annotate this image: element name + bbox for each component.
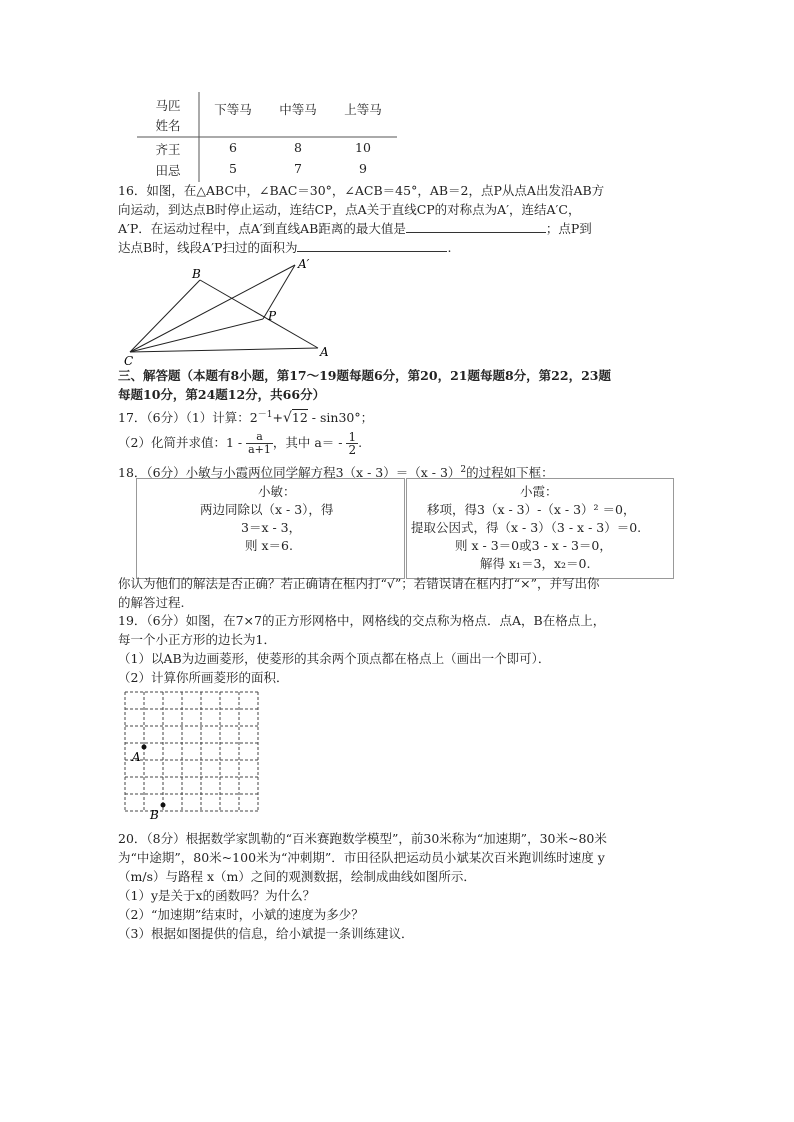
label-B: B xyxy=(192,267,201,281)
label-C: C xyxy=(124,354,134,368)
answer-blank-1[interactable] xyxy=(406,232,546,233)
table-cell: 9 xyxy=(359,161,367,176)
q19-line4: （2）计算你所画菱形的面积． xyxy=(118,670,289,685)
table-header-high: 上等马 xyxy=(344,102,382,117)
q16-line4 xyxy=(118,239,451,257)
q20-line3: （m/s）与路程 x（m）之间的观测数据，绘制成曲线如图所示． xyxy=(118,869,476,884)
xiaomin-title: 小敏： xyxy=(258,484,296,499)
segment-CP xyxy=(130,319,263,352)
table-cell: 10 xyxy=(355,140,371,155)
xiaoxia-step: 则 x - 3＝0或3 - x - 3＝0， xyxy=(455,538,612,553)
q16-line3-text: A′P．在运动过程中，点A′到直线AB距离的最大值是 xyxy=(118,221,406,236)
label-P: P xyxy=(268,309,277,323)
answer-blank-2[interactable] xyxy=(297,251,447,252)
label-A: A xyxy=(320,345,329,359)
q16-line1: 16．如图，在△ABC中，∠BAC＝30°，∠ACB＝45°，AB＝2，点P从点A出发沿AB方 xyxy=(118,183,605,198)
table-row-name: 齐王 xyxy=(155,142,181,157)
q20-line4: （1）y是关于x的函数吗？为什么？ xyxy=(118,888,316,903)
q18-after1: 你认为他们的解法是否正确？若正确请在框内打“√”；若错误请在框内打“×”，并写出你 xyxy=(118,576,600,591)
sqrt-sign: √ xyxy=(282,410,292,427)
q19-line2: 每一个小正方形的边长为1． xyxy=(118,632,276,647)
point-A xyxy=(142,745,147,750)
table-header-mid: 中等马 xyxy=(279,102,317,117)
table-cell: 6 xyxy=(229,140,237,155)
q18-text-tail: 的过程如下框： xyxy=(466,465,554,481)
segment-BA xyxy=(200,280,318,348)
q20-line1: 20．（8分）根据数学家凯勒的“百米赛跑数学模型”，前30米称为“加速期”，30米~80米 xyxy=(118,831,607,846)
q17-line2 xyxy=(118,428,362,458)
table-header-horse-name: 马匹 姓名 xyxy=(155,98,181,133)
xiaomin-step: 3＝x - 3， xyxy=(241,520,302,535)
label-B: B xyxy=(150,808,159,822)
q19-line3: （1）以AB为边画菱形，使菱形的其余两个顶点都在格点上（画出一个即可）． xyxy=(118,651,551,666)
q17-exponent: －1 xyxy=(257,410,273,420)
q16-line3-tail: ；点P到 xyxy=(545,221,592,236)
xiaoxia-title: 小霞： xyxy=(520,484,558,499)
q17-simplify-text: （2）化简并求值：1 - xyxy=(118,435,247,450)
section-3-heading-line2: 每题10分，第24题12分，共66分） xyxy=(118,387,326,402)
q17-compute-text: 17．（6分）（1）计算：2 xyxy=(118,410,258,426)
segment-CA xyxy=(130,348,318,352)
point-B xyxy=(161,803,166,808)
q16-line4-text: 达点B时，线段A′P扫过的面积为 xyxy=(118,240,298,255)
fraction-one-half xyxy=(346,431,358,456)
q17-period: . xyxy=(358,435,363,450)
xiaoxia-step: 提取公因式，得（x - 3）（3 - x - 3）＝0. xyxy=(411,520,642,535)
fraction-a-over-a1 xyxy=(246,431,273,456)
xiaoxia-step: 解得 x₁＝3，x₂＝0. xyxy=(480,556,591,571)
table-cell: 7 xyxy=(294,161,302,176)
grid-7x7[interactable] xyxy=(120,688,270,824)
q19-line1: 19．（6分）如图，在7×7的正方形网格中，网格线的交点称为格点．点A，B在格点上， xyxy=(118,613,606,628)
q17-sin-term: - sin30°； xyxy=(307,410,374,426)
table-cell: 5 xyxy=(229,161,237,176)
label-Aprime: A′ xyxy=(298,258,310,271)
q18-exponent: 2 xyxy=(460,465,467,475)
xiaoxia-step: 移项，得3（x - 3）-（x - 3）² ＝0， xyxy=(427,502,636,517)
fraction-numerator: 1 xyxy=(348,430,357,444)
label-A: A xyxy=(132,750,141,764)
q17-plus: + xyxy=(272,410,283,426)
fraction-denominator: 2 xyxy=(348,443,357,457)
q20-line2: 为“中途期”，80米~100米为“冲刺期”．市田径队把运动员小斌某次百米跑训练时速度 y xyxy=(118,850,605,865)
table-row-name: 田忌 xyxy=(155,163,181,178)
xiaomin-step: 则 x＝6. xyxy=(245,538,293,553)
q18-after2: 的解答过程. xyxy=(118,595,185,610)
table-cell: 8 xyxy=(294,140,302,155)
fraction-denominator: a+1 xyxy=(248,443,271,456)
sqrt-argument: 12 xyxy=(291,410,308,426)
q18-text: 18．（6分）小敏与小霞两位同学解方程3（x - 3）＝（x - 3） xyxy=(118,465,461,481)
q20-line5: （2）“加速期”结束时，小斌的速度为多少？ xyxy=(118,907,364,922)
segment-CB xyxy=(130,280,200,352)
table-header-low: 下等马 xyxy=(214,102,252,117)
q16-line4-tail: . xyxy=(447,240,452,255)
section-3-heading-line1: 三、解答题（本题有8小题，第17～19题每题6分，第20，21题每题8分，第22，23题 xyxy=(118,368,611,383)
triangle-figure xyxy=(120,258,340,368)
q16-line3 xyxy=(118,220,592,238)
q20-line6: （3）根据如图提供的信息，给小斌提一条训练建议． xyxy=(118,926,414,941)
q16-line2: 向运动，到达点B时停止运动，连结CP，点A关于直线CP的对称点为A′，连结A′C， xyxy=(118,202,581,217)
xiaomin-step: 两边同除以（x - 3），得 xyxy=(200,502,334,517)
fraction-numerator: a xyxy=(246,431,273,444)
q17-line1 xyxy=(118,406,373,427)
q17-where-text: ，其中 a＝ - xyxy=(272,435,347,450)
